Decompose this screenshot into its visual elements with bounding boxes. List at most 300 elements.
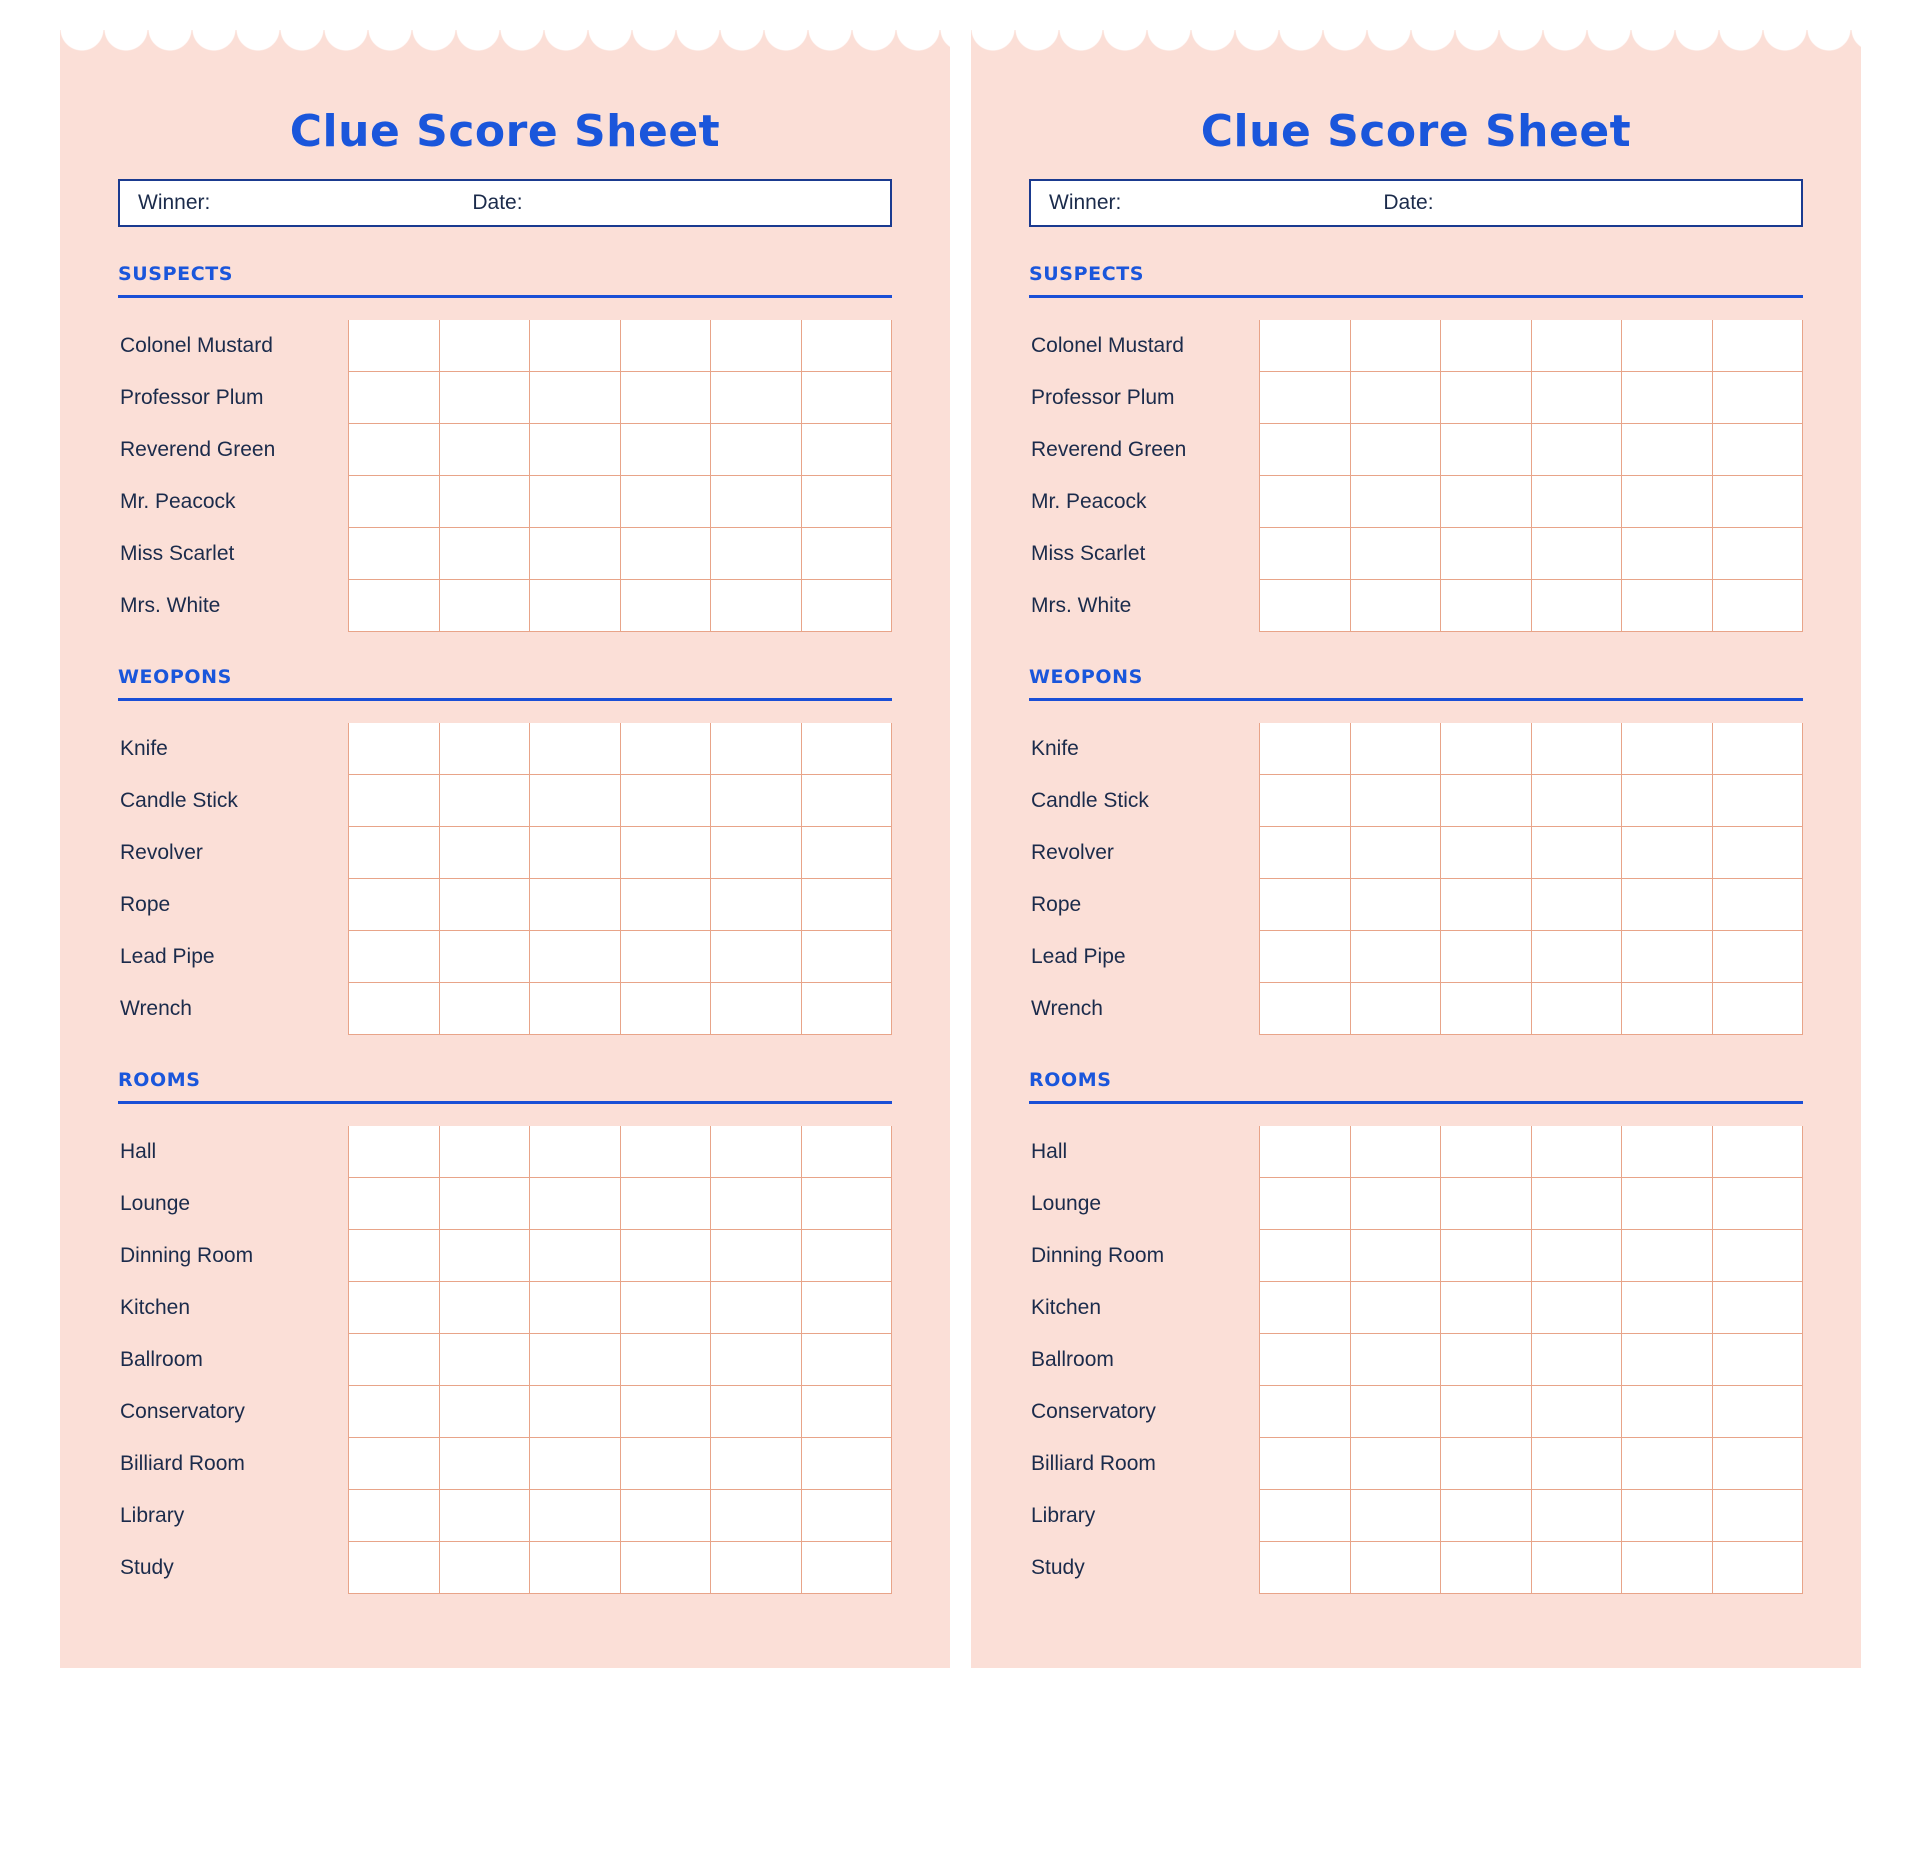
checkbox-cell[interactable]: [621, 1542, 712, 1594]
checkbox-cell[interactable]: [1351, 1230, 1442, 1282]
checkbox-cell[interactable]: [348, 723, 440, 775]
checkbox-cell[interactable]: [1532, 1178, 1623, 1230]
checkbox-cell[interactable]: [1532, 1230, 1623, 1282]
row-label: Mrs. White: [120, 594, 221, 617]
checkbox-cell[interactable]: [440, 528, 531, 580]
row-label: Hall: [120, 1140, 157, 1163]
checkbox-cell[interactable]: [1259, 476, 1351, 528]
checkbox-cell[interactable]: [530, 931, 621, 983]
checkbox-cell[interactable]: [348, 1126, 440, 1178]
checkbox-cell[interactable]: [1713, 1334, 1804, 1386]
row-label: Professor Plum: [120, 386, 264, 409]
checkbox-cell[interactable]: [1622, 1490, 1713, 1542]
checkbox-cell[interactable]: [802, 1542, 893, 1594]
checkbox-cell[interactable]: [1441, 320, 1532, 372]
row-cells: [1259, 931, 1803, 983]
row-label: Ballroom: [120, 1348, 203, 1371]
checkbox-cell[interactable]: [711, 528, 802, 580]
checkbox-cell[interactable]: [802, 1230, 893, 1282]
checkbox-cell[interactable]: [440, 580, 531, 632]
checkbox-cell[interactable]: [1259, 372, 1351, 424]
row-cells: [1259, 983, 1803, 1035]
table-row: [118, 983, 892, 1035]
checkbox-cell[interactable]: [1259, 1126, 1351, 1178]
checkbox-cell[interactable]: [440, 1126, 531, 1178]
checkbox-cell[interactable]: [530, 424, 621, 476]
checkbox-cell[interactable]: [802, 1178, 893, 1230]
checkbox-cell[interactable]: [1351, 1542, 1442, 1594]
checkbox-cell[interactable]: [1622, 424, 1713, 476]
checkbox-cell[interactable]: [530, 879, 621, 931]
checkbox-cell[interactable]: [1351, 1438, 1442, 1490]
table-row: [118, 1386, 892, 1438]
table-row: [118, 1542, 892, 1594]
checkbox-cell[interactable]: [1532, 424, 1623, 476]
checkbox-cell[interactable]: [1441, 879, 1532, 931]
checkbox-cell[interactable]: [711, 775, 802, 827]
checkbox-cell[interactable]: [440, 1230, 531, 1282]
checkbox-cell[interactable]: [440, 372, 531, 424]
score-sheet-right: [971, 30, 1861, 1668]
checkbox-cell[interactable]: [1622, 879, 1713, 931]
checkbox-cell[interactable]: [1259, 723, 1351, 775]
checkbox-cell[interactable]: [1351, 723, 1442, 775]
checkbox-cell[interactable]: [440, 424, 531, 476]
checkbox-cell[interactable]: [1713, 528, 1804, 580]
checkbox-cell[interactable]: [1713, 827, 1804, 879]
checkbox-cell[interactable]: [1441, 580, 1532, 632]
checkbox-cell[interactable]: [711, 580, 802, 632]
checkbox-cell[interactable]: [1351, 1282, 1442, 1334]
checkbox-cell[interactable]: [440, 1334, 531, 1386]
checkbox-cell[interactable]: [348, 528, 440, 580]
checkbox-cell[interactable]: [1351, 775, 1442, 827]
checkbox-cell[interactable]: [802, 931, 893, 983]
checkbox-cell[interactable]: [530, 827, 621, 879]
checkbox-cell[interactable]: [621, 1126, 712, 1178]
checkbox-cell[interactable]: [1351, 372, 1442, 424]
checkbox-cell[interactable]: [1622, 1542, 1713, 1594]
checkbox-cell[interactable]: [348, 879, 440, 931]
checkbox-cell[interactable]: [348, 983, 440, 1035]
checkbox-cell[interactable]: [802, 775, 893, 827]
checkbox-cell[interactable]: [1713, 775, 1804, 827]
checkbox-cell[interactable]: [1713, 1490, 1804, 1542]
checkbox-cell[interactable]: [711, 1230, 802, 1282]
checkbox-cell[interactable]: [1441, 424, 1532, 476]
checkbox-cell[interactable]: [1441, 1178, 1532, 1230]
page-title: Clue Score Sheet: [1200, 106, 1632, 157]
checkbox-cell[interactable]: [1622, 775, 1713, 827]
checkbox-cell[interactable]: [530, 1230, 621, 1282]
checkbox-cell[interactable]: [1351, 1490, 1442, 1542]
checkbox-cell[interactable]: [621, 931, 712, 983]
checkbox-cell[interactable]: [348, 1178, 440, 1230]
checkbox-cell[interactable]: [711, 320, 802, 372]
checkbox-cell[interactable]: [1351, 983, 1442, 1035]
checkbox-cell[interactable]: [530, 1334, 621, 1386]
checkbox-cell[interactable]: [1259, 983, 1351, 1035]
checkbox-cell[interactable]: [1713, 931, 1804, 983]
checkbox-cell[interactable]: [1441, 1230, 1532, 1282]
checkbox-cell[interactable]: [1441, 1126, 1532, 1178]
checkbox-cell[interactable]: [348, 827, 440, 879]
checkbox-cell[interactable]: [1622, 1282, 1713, 1334]
section-divider: [1029, 295, 1803, 298]
checkbox-cell[interactable]: [348, 424, 440, 476]
checkbox-cell[interactable]: [440, 827, 531, 879]
checkbox-cell[interactable]: [1259, 1542, 1351, 1594]
checkbox-cell[interactable]: [440, 723, 531, 775]
checkbox-cell[interactable]: [530, 1438, 621, 1490]
checkbox-cell[interactable]: [348, 775, 440, 827]
checkbox-cell[interactable]: [1713, 983, 1804, 1035]
row-cells: [348, 1386, 892, 1438]
checkbox-cell[interactable]: [1622, 931, 1713, 983]
checkbox-cell[interactable]: [621, 1230, 712, 1282]
checkbox-cell[interactable]: [802, 827, 893, 879]
checkbox-cell[interactable]: [348, 580, 440, 632]
checkbox-cell[interactable]: [530, 372, 621, 424]
checkbox-cell[interactable]: [1259, 1178, 1351, 1230]
checkbox-cell[interactable]: [530, 983, 621, 1035]
checkbox-cell[interactable]: [1351, 476, 1442, 528]
checkbox-cell[interactable]: [621, 528, 712, 580]
checkbox-cell[interactable]: [802, 1386, 893, 1438]
checkbox-cell[interactable]: [348, 931, 440, 983]
checkbox-cell[interactable]: [530, 775, 621, 827]
checkbox-cell[interactable]: [1259, 1334, 1351, 1386]
checkbox-cell[interactable]: [1441, 1438, 1532, 1490]
checkbox-cell[interactable]: [1441, 372, 1532, 424]
checkbox-cell[interactable]: [530, 580, 621, 632]
checkbox-cell[interactable]: [1532, 775, 1623, 827]
checkbox-cell[interactable]: [1713, 424, 1804, 476]
checkbox-cell[interactable]: [1532, 983, 1623, 1035]
checkbox-cell[interactable]: [1622, 1386, 1713, 1438]
checkbox-cell[interactable]: [1441, 983, 1532, 1035]
checkbox-cell[interactable]: [621, 1334, 712, 1386]
checkbox-cell[interactable]: [802, 320, 893, 372]
checkbox-cell[interactable]: [802, 983, 893, 1035]
table-row: [1029, 424, 1803, 476]
checkbox-cell[interactable]: [1622, 1230, 1713, 1282]
checkbox-cell[interactable]: [1622, 528, 1713, 580]
checkbox-cell[interactable]: [621, 476, 712, 528]
checkbox-cell[interactable]: [1441, 1334, 1532, 1386]
checkbox-cell[interactable]: [1622, 1178, 1713, 1230]
row-label: Miss Scarlet: [120, 542, 235, 565]
checkbox-cell[interactable]: [1259, 1230, 1351, 1282]
checkbox-cell[interactable]: [1441, 1282, 1532, 1334]
checkbox-cell[interactable]: [1713, 1230, 1804, 1282]
score-sheet-left: [60, 30, 950, 1668]
checkbox-cell[interactable]: [711, 1334, 802, 1386]
table-row: [118, 775, 892, 827]
checkbox-cell[interactable]: [1713, 723, 1804, 775]
checkbox-cell[interactable]: [440, 1438, 531, 1490]
checkbox-cell[interactable]: [621, 827, 712, 879]
checkbox-cell[interactable]: [1259, 879, 1351, 931]
checkbox-cell[interactable]: [621, 983, 712, 1035]
checkbox-cell[interactable]: [621, 1282, 712, 1334]
checkbox-cell[interactable]: [802, 879, 893, 931]
checkbox-cell[interactable]: [1351, 1126, 1442, 1178]
checkbox-cell[interactable]: [1351, 1178, 1442, 1230]
checkbox-cell[interactable]: [621, 1386, 712, 1438]
checkbox-cell[interactable]: [1259, 827, 1351, 879]
checkbox-cell[interactable]: [802, 476, 893, 528]
checkbox-cell[interactable]: [711, 1126, 802, 1178]
row-label: Wrench: [1031, 997, 1103, 1020]
checkbox-cell[interactable]: [440, 775, 531, 827]
checkbox-cell[interactable]: [530, 320, 621, 372]
row-cells: [1259, 1126, 1803, 1178]
checkbox-cell[interactable]: [1622, 1334, 1713, 1386]
checkbox-cell[interactable]: [1532, 320, 1623, 372]
checkbox-cell[interactable]: [1532, 372, 1623, 424]
checkbox-cell[interactable]: [348, 320, 440, 372]
checkbox-cell[interactable]: [348, 1490, 440, 1542]
checkbox-cell[interactable]: [1259, 931, 1351, 983]
section-divider: [1029, 698, 1803, 701]
checkbox-cell[interactable]: [1351, 320, 1442, 372]
checkbox-cell[interactable]: [1351, 528, 1442, 580]
checkbox-cell[interactable]: [440, 983, 531, 1035]
checkbox-cell[interactable]: [1532, 1542, 1623, 1594]
checkbox-cell[interactable]: [802, 372, 893, 424]
checkbox-cell[interactable]: [440, 476, 531, 528]
checkbox-cell[interactable]: [711, 1438, 802, 1490]
row-cells: [1259, 372, 1803, 424]
table-row: [1029, 528, 1803, 580]
checkbox-cell[interactable]: [1532, 580, 1623, 632]
checkbox-cell[interactable]: [348, 1334, 440, 1386]
checkbox-cell[interactable]: [440, 879, 531, 931]
section-divider: [118, 698, 892, 701]
checkbox-cell[interactable]: [621, 320, 712, 372]
checkbox-cell[interactable]: [1532, 931, 1623, 983]
checkbox-cell[interactable]: [711, 1282, 802, 1334]
checkbox-cell[interactable]: [711, 1386, 802, 1438]
row-cells: [1259, 1490, 1803, 1542]
checkbox-cell[interactable]: [1441, 1542, 1532, 1594]
table-row: [118, 1334, 892, 1386]
checkbox-cell[interactable]: [1713, 372, 1804, 424]
checkbox-cell[interactable]: [440, 1490, 531, 1542]
checkbox-cell[interactable]: [1441, 1386, 1532, 1438]
section-heading: ROOMS: [1029, 1069, 1112, 1091]
checkbox-cell[interactable]: [1259, 580, 1351, 632]
checkbox-cell[interactable]: [711, 723, 802, 775]
section-divider: [118, 1101, 892, 1104]
checkbox-cell[interactable]: [1441, 723, 1532, 775]
checkbox-cell[interactable]: [348, 1230, 440, 1282]
checkbox-cell[interactable]: [711, 1490, 802, 1542]
checkbox-cell[interactable]: [1622, 1126, 1713, 1178]
row-label: Reverend Green: [1031, 438, 1187, 461]
checkbox-cell[interactable]: [1441, 1490, 1532, 1542]
checkbox-cell[interactable]: [621, 424, 712, 476]
checkbox-cell[interactable]: [1713, 476, 1804, 528]
checkbox-cell[interactable]: [530, 476, 621, 528]
checkbox-cell[interactable]: [1622, 1438, 1713, 1490]
table-row: [118, 1438, 892, 1490]
checkbox-cell[interactable]: [1532, 723, 1623, 775]
checkbox-cell[interactable]: [530, 1542, 621, 1594]
checkbox-cell[interactable]: [1713, 1178, 1804, 1230]
checkbox-cell[interactable]: [1713, 1282, 1804, 1334]
row-cells: [1259, 775, 1803, 827]
checkbox-cell[interactable]: [440, 1282, 531, 1334]
checkbox-cell[interactable]: [802, 1126, 893, 1178]
checkbox-cell[interactable]: [1351, 931, 1442, 983]
checkbox-cell[interactable]: [1713, 1386, 1804, 1438]
checkbox-cell[interactable]: [711, 1178, 802, 1230]
table-row: [1029, 1490, 1803, 1542]
checkbox-cell[interactable]: [1259, 1438, 1351, 1490]
checkbox-cell[interactable]: [1259, 528, 1351, 580]
checkbox-cell[interactable]: [1532, 879, 1623, 931]
checkbox-cell[interactable]: [1622, 983, 1713, 1035]
checkbox-cell[interactable]: [621, 1438, 712, 1490]
checkbox-cell[interactable]: [802, 1282, 893, 1334]
checkbox-cell[interactable]: [1532, 1386, 1623, 1438]
date-label: Date:: [1383, 191, 1434, 214]
checkbox-cell[interactable]: [711, 1542, 802, 1594]
checkbox-cell[interactable]: [621, 775, 712, 827]
checkbox-cell[interactable]: [530, 1178, 621, 1230]
checkbox-cell[interactable]: [1532, 476, 1623, 528]
checkbox-cell[interactable]: [1441, 827, 1532, 879]
checkbox-cell[interactable]: [348, 476, 440, 528]
checkbox-cell[interactable]: [530, 1490, 621, 1542]
checkbox-cell[interactable]: [1622, 320, 1713, 372]
row-label: Mrs. White: [1031, 594, 1132, 617]
checkbox-cell[interactable]: [1532, 827, 1623, 879]
checkbox-cell[interactable]: [1532, 1438, 1623, 1490]
checkbox-cell[interactable]: [621, 723, 712, 775]
checkbox-cell[interactable]: [621, 879, 712, 931]
checkbox-cell[interactable]: [1713, 1542, 1804, 1594]
checkbox-cell[interactable]: [1351, 424, 1442, 476]
checkbox-cell[interactable]: [711, 424, 802, 476]
checkbox-cell[interactable]: [1441, 476, 1532, 528]
checkbox-cell[interactable]: [711, 476, 802, 528]
checkbox-cell[interactable]: [1622, 723, 1713, 775]
checkbox-cell[interactable]: [440, 1178, 531, 1230]
checkbox-cell[interactable]: [440, 1386, 531, 1438]
row-cells: [1259, 1282, 1803, 1334]
checkbox-cell[interactable]: [1713, 1126, 1804, 1178]
checkbox-cell[interactable]: [621, 1490, 712, 1542]
checkbox-cell[interactable]: [1259, 1282, 1351, 1334]
checkbox-cell[interactable]: [802, 1438, 893, 1490]
row-label: Rope: [120, 893, 171, 916]
checkbox-cell[interactable]: [1259, 424, 1351, 476]
checkbox-cell[interactable]: [1351, 1386, 1442, 1438]
table-row: [1029, 580, 1803, 632]
checkbox-cell[interactable]: [440, 1542, 531, 1594]
checkbox-cell[interactable]: [1259, 1490, 1351, 1542]
checkbox-cell[interactable]: [1622, 372, 1713, 424]
checkbox-cell[interactable]: [1622, 476, 1713, 528]
row-label: Revolver: [120, 841, 203, 864]
checkbox-cell[interactable]: [1713, 879, 1804, 931]
checkbox-cell[interactable]: [1622, 580, 1713, 632]
checkbox-cell[interactable]: [1532, 1126, 1623, 1178]
checkbox-cell[interactable]: [440, 320, 531, 372]
checkbox-cell[interactable]: [1441, 931, 1532, 983]
row-cells: [348, 1282, 892, 1334]
checkbox-cell[interactable]: [1532, 1282, 1623, 1334]
checkbox-cell[interactable]: [1441, 775, 1532, 827]
checkbox-cell[interactable]: [1259, 1386, 1351, 1438]
table-row: [1029, 320, 1803, 372]
checkbox-cell[interactable]: [802, 1490, 893, 1542]
checkbox-cell[interactable]: [711, 931, 802, 983]
checkbox-cell[interactable]: [530, 528, 621, 580]
checkbox-cell[interactable]: [1532, 528, 1623, 580]
checkbox-cell[interactable]: [802, 528, 893, 580]
checkbox-cell[interactable]: [1532, 1334, 1623, 1386]
checkbox-cell[interactable]: [348, 372, 440, 424]
checkbox-cell[interactable]: [1532, 1490, 1623, 1542]
checkbox-cell[interactable]: [1713, 320, 1804, 372]
checkbox-cell[interactable]: [530, 1126, 621, 1178]
checkbox-cell[interactable]: [711, 372, 802, 424]
row-cells: [348, 1230, 892, 1282]
checkbox-cell[interactable]: [711, 983, 802, 1035]
checkbox-cell[interactable]: [1259, 775, 1351, 827]
checkbox-cell[interactable]: [1713, 580, 1804, 632]
checkbox-cell[interactable]: [530, 723, 621, 775]
checkbox-cell[interactable]: [1351, 580, 1442, 632]
row-label: Library: [120, 1504, 185, 1527]
checkbox-cell[interactable]: [802, 424, 893, 476]
checkbox-cell[interactable]: [348, 1386, 440, 1438]
checkbox-cell[interactable]: [621, 1178, 712, 1230]
checkbox-cell[interactable]: [1713, 1438, 1804, 1490]
checkbox-cell[interactable]: [348, 1282, 440, 1334]
checkbox-cell[interactable]: [530, 1386, 621, 1438]
row-label: Candle Stick: [1031, 789, 1149, 812]
checkbox-cell[interactable]: [1351, 827, 1442, 879]
checkbox-cell[interactable]: [1351, 1334, 1442, 1386]
checkbox-cell[interactable]: [348, 1438, 440, 1490]
checkbox-cell[interactable]: [802, 1334, 893, 1386]
checkbox-cell[interactable]: [621, 372, 712, 424]
checkbox-cell[interactable]: [711, 879, 802, 931]
row-label: Billiard Room: [120, 1452, 245, 1475]
table-row: [1029, 1386, 1803, 1438]
checkbox-cell[interactable]: [348, 1542, 440, 1594]
checkbox-cell[interactable]: [1441, 528, 1532, 580]
checkbox-cell[interactable]: [440, 931, 531, 983]
checkbox-cell[interactable]: [1259, 320, 1351, 372]
checkbox-cell[interactable]: [1351, 879, 1442, 931]
row-cells: [1259, 528, 1803, 580]
checkbox-cell[interactable]: [1622, 827, 1713, 879]
checkbox-cell[interactable]: [621, 580, 712, 632]
checkbox-cell[interactable]: [802, 723, 893, 775]
section-weopons: [118, 666, 892, 1035]
row-label: Study: [1031, 1556, 1085, 1579]
checkbox-cell[interactable]: [530, 1282, 621, 1334]
row-cells: [348, 1438, 892, 1490]
checkbox-cell[interactable]: [711, 827, 802, 879]
checkbox-cell[interactable]: [802, 580, 893, 632]
